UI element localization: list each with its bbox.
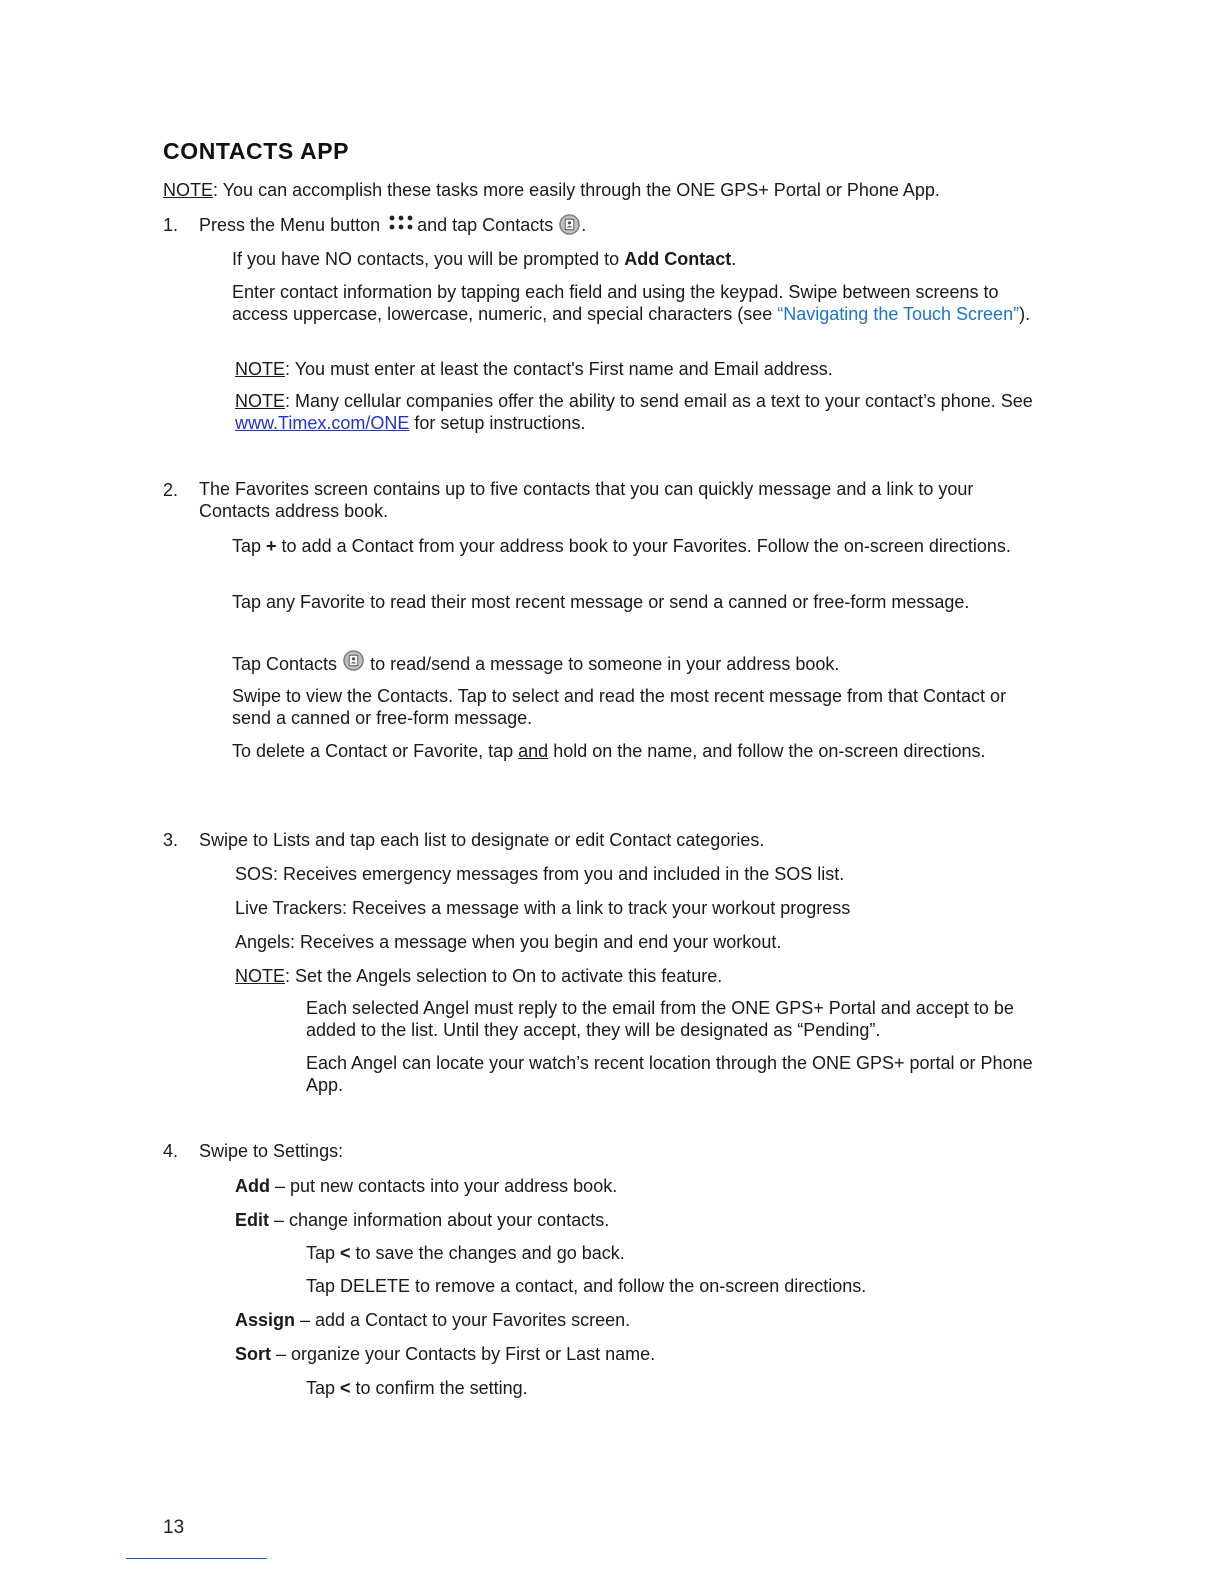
save-tap: Tap <box>306 1243 341 1263</box>
menu-grid-icon <box>389 215 415 231</box>
sort-text: – organize your Contacts by First or Last name. <box>271 1344 656 1364</box>
edit-text: – change information about your contacts. <box>269 1210 610 1230</box>
delete-text: To delete a Contact or Favorite, tap <box>232 741 519 761</box>
step-1-no-contacts <box>232 248 736 270</box>
step-4-number: 4. <box>163 1141 179 1161</box>
contacts-icon <box>343 650 364 671</box>
step-2-text: The Favorites screen contains up to five contacts that you can quickly message and a link to your Contacts address book. <box>199 479 974 521</box>
step-1-number: 1. <box>163 215 179 235</box>
step-2-tap-favorite: Tap any Favorite to read their most recent message or send a canned or free-form message. <box>232 592 970 612</box>
enter-info-text: Enter contact information by tapping each field and using the keypad. Swipe between screens to access uppercase, lowercase, numeric, and special characters (see <box>232 282 999 324</box>
plus-label: + <box>266 536 277 556</box>
step-1-note-1 <box>235 358 833 380</box>
add-label: Add <box>235 1176 270 1196</box>
edit-sub-save <box>306 1242 625 1264</box>
enter-info-end: ). <box>1019 303 1031 324</box>
list-sos: SOS: Receives emergency messages from you and included in the SOS list. <box>235 864 845 884</box>
intro-note <box>163 179 940 201</box>
tap-contacts-end: to read/send a message to someone in your address book. <box>370 654 840 674</box>
save-text: to save the changes and go back. <box>350 1243 625 1263</box>
edit-sub-delete: Tap DELETE to remove a contact, and follow the on-screen directions. <box>306 1276 867 1296</box>
sort-label: Sort <box>235 1344 271 1364</box>
delete-end: hold on the name, and follow the on-screen directions. <box>548 741 986 761</box>
note-label: NOTE <box>235 391 286 411</box>
tap-contacts-text: Tap Contacts <box>232 654 338 674</box>
page-number: 13 <box>163 1517 185 1538</box>
step-3-number: 3. <box>163 830 179 850</box>
list-angels: Angels: Receives a message when you begin and end your workout. <box>235 932 782 952</box>
list-live-trackers: Live Trackers: Receives a message with a link to track your workout progress <box>235 898 851 918</box>
add-contact-label: Add Contact <box>624 249 732 269</box>
confirm-text: to confirm the setting. <box>350 1378 528 1398</box>
step-2-tap-contacts <box>232 650 839 675</box>
note-1-text: : You must enter at least the contact's First name and Email address. <box>285 359 833 379</box>
note-label: NOTE <box>235 966 286 986</box>
step-1-text-c: . <box>581 215 587 235</box>
assign-label: Assign <box>235 1310 296 1330</box>
intro-note-text: : You can accomplish these tasks more easily through the ONE GPS+ Portal or Phone App. <box>213 180 940 200</box>
angels-note <box>235 965 722 987</box>
page-title: CONTACTS APP <box>163 138 350 164</box>
setting-edit <box>235 1209 609 1231</box>
step-1-note-2 <box>235 391 1035 434</box>
note-label: NOTE <box>163 180 214 200</box>
no-contacts-text: If you have NO contacts, you will be prompted to <box>232 249 625 269</box>
step-2-number: 2. <box>163 480 179 500</box>
edit-label: Edit <box>235 1210 269 1230</box>
timex-one-link[interactable]: www.Timex.com/ONE <box>235 412 410 433</box>
note-2-end: for setup instructions. <box>409 412 586 433</box>
back-symbol: < <box>340 1378 351 1398</box>
step-2-delete-contact <box>232 741 1002 763</box>
add-favorite-tap: Tap <box>232 536 267 556</box>
angels-note-text: : Set the Angels selection to On to activate this feature. <box>285 966 723 986</box>
step-1-enter-info <box>232 282 1042 325</box>
add-text: – put new contacts into your address book. <box>270 1176 618 1196</box>
angels-sub-1: Each selected Angel must reply to the email from the ONE GPS+ Portal and accept to be added to the list. Until they accept, they will be designated as “Pending”. <box>306 998 1014 1040</box>
back-symbol: < <box>340 1243 351 1263</box>
add-favorite-text: to add a Contact from your address book to your Favorites. Follow the on-screen directions. <box>276 536 1011 556</box>
note-2-text: : Many cellular companies offer the ability to send email as a text to your contact’s phone. See <box>285 391 1033 411</box>
contacts-icon <box>559 214 580 235</box>
step-1-text-b: and tap Contacts <box>417 215 554 235</box>
step-2-swipe-contacts: Swipe to view the Contacts. Tap to select and read the most recent message from that Contact or send a canned or free-form message. <box>232 686 1007 728</box>
setting-assign <box>235 1309 630 1331</box>
setting-sort <box>235 1343 655 1365</box>
setting-add <box>235 1175 617 1197</box>
footer-rule <box>126 1558 267 1559</box>
angels-sub-2: Each Angel can locate your watch’s recent location through the ONE GPS+ portal or Phone App. <box>306 1053 1033 1095</box>
step-1-text-a: Press the Menu button <box>199 215 381 235</box>
confirm-tap: Tap <box>306 1378 341 1398</box>
navigating-touch-screen-link[interactable]: “Navigating the Touch Screen” <box>777 303 1020 324</box>
sort-sub-confirm <box>306 1377 528 1399</box>
no-contacts-period: . <box>731 249 737 269</box>
and-underlined: and <box>518 741 549 761</box>
step-3-text: Swipe to Lists and tap each list to designate or edit Contact categories. <box>199 830 765 850</box>
assign-text: – add a Contact to your Favorites screen. <box>295 1310 631 1330</box>
step-4-text: Swipe to Settings: <box>199 1141 344 1161</box>
note-label: NOTE <box>235 359 286 379</box>
step-1-text <box>199 214 586 236</box>
step-2-add-favorite <box>232 536 1032 558</box>
